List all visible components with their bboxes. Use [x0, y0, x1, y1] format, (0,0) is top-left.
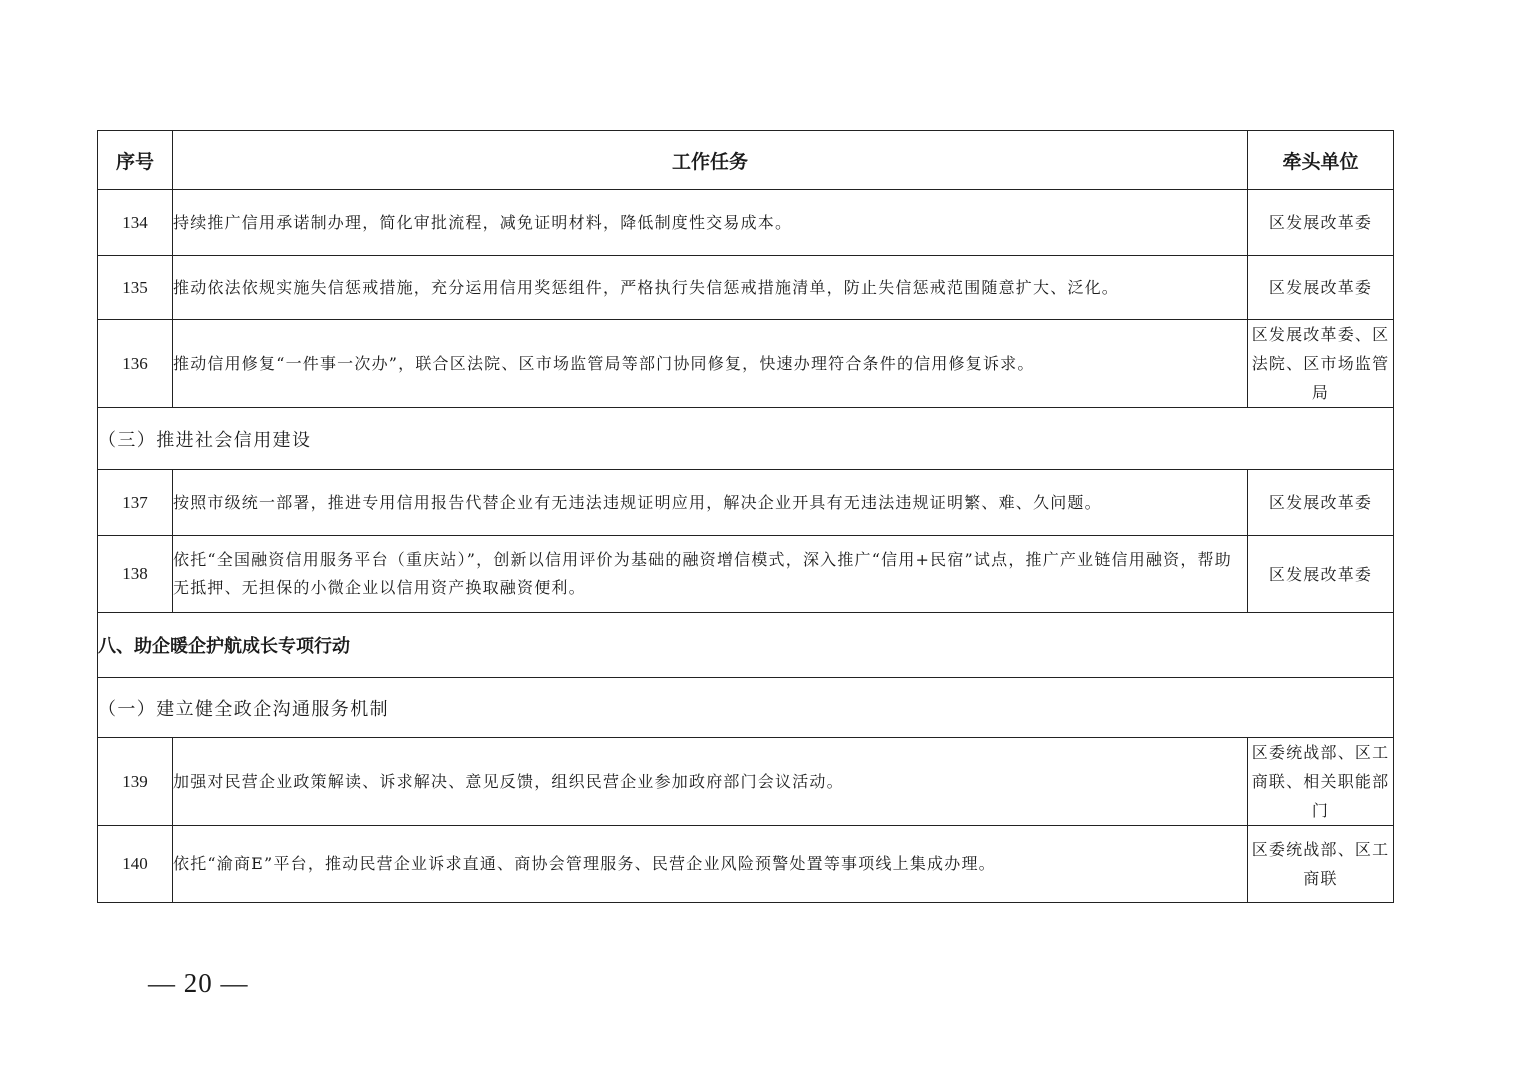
row-number: 139 [98, 738, 173, 826]
heading-row [98, 613, 1394, 678]
row-task: 依托“全国融资信用服务平台（重庆站）”，创新以信用评价为基础的融资增信模式，深入推广“信用+民宿”试点，推广产业链信用融资，帮助无抵押、无担保的小微企业以信用资产换取融资便利。 [173, 536, 1248, 613]
row-number: 137 [98, 470, 173, 536]
row-unit: 区发展改革委 [1248, 470, 1394, 536]
row-task: 推动信用修复“一件事一次办”，联合区法院、区市场监管局等部门协同修复，快速办理符合条件的信用修复诉求。 [173, 320, 1248, 408]
table-row [98, 256, 1394, 320]
row-unit: 区委统战部、区工商联 [1248, 826, 1394, 903]
task-table [97, 130, 1394, 903]
table-row [98, 738, 1394, 826]
section-row [98, 678, 1394, 738]
chapter-heading: 八、助企暖企护航成长专项行动 [98, 613, 1394, 678]
table-row [98, 190, 1394, 256]
row-task: 持续推广信用承诺制办理，简化审批流程，减免证明材料，降低制度性交易成本。 [173, 190, 1248, 256]
row-unit: 区发展改革委 [1248, 190, 1394, 256]
row-task: 加强对民营企业政策解读、诉求解决、意见反馈，组织民营企业参加政府部门会议活动。 [173, 738, 1248, 826]
table-row [98, 470, 1394, 536]
row-unit: 区委统战部、区工商联、相关职能部门 [1248, 738, 1394, 826]
header-task: 工作任务 [173, 131, 1248, 190]
row-number: 140 [98, 826, 173, 903]
row-unit: 区发展改革委 [1248, 536, 1394, 613]
row-number: 138 [98, 536, 173, 613]
header-unit: 牵头单位 [1248, 131, 1394, 190]
row-task: 依托“渝商E”平台，推动民营企业诉求直通、商协会管理服务、民营企业风险预警处置等事项线上集成办理。 [173, 826, 1248, 903]
row-unit: 区发展改革委、区法院、区市场监管局 [1248, 320, 1394, 408]
section-row [98, 408, 1394, 470]
row-number: 135 [98, 256, 173, 320]
table-row [98, 320, 1394, 408]
row-number: 136 [98, 320, 173, 408]
row-number: 134 [98, 190, 173, 256]
page-number: — 20 — [148, 968, 249, 998]
row-task: 按照市级统一部署，推进专用信用报告代替企业有无违法违规证明应用，解决企业开具有无违法违规证明繁、难、久问题。 [173, 470, 1248, 536]
row-unit: 区发展改革委 [1248, 256, 1394, 320]
table-header-row [98, 131, 1394, 190]
row-task: 推动依法依规实施失信惩戒措施，充分运用信用奖惩组件，严格执行失信惩戒措施清单，防止失信惩戒范围随意扩大、泛化。 [173, 256, 1248, 320]
section-title: （三）推进社会信用建设 [98, 408, 1394, 470]
header-num: 序号 [98, 131, 173, 190]
table-row [98, 536, 1394, 613]
table-row [98, 826, 1394, 903]
section-title: （一）建立健全政企沟通服务机制 [98, 678, 1394, 738]
